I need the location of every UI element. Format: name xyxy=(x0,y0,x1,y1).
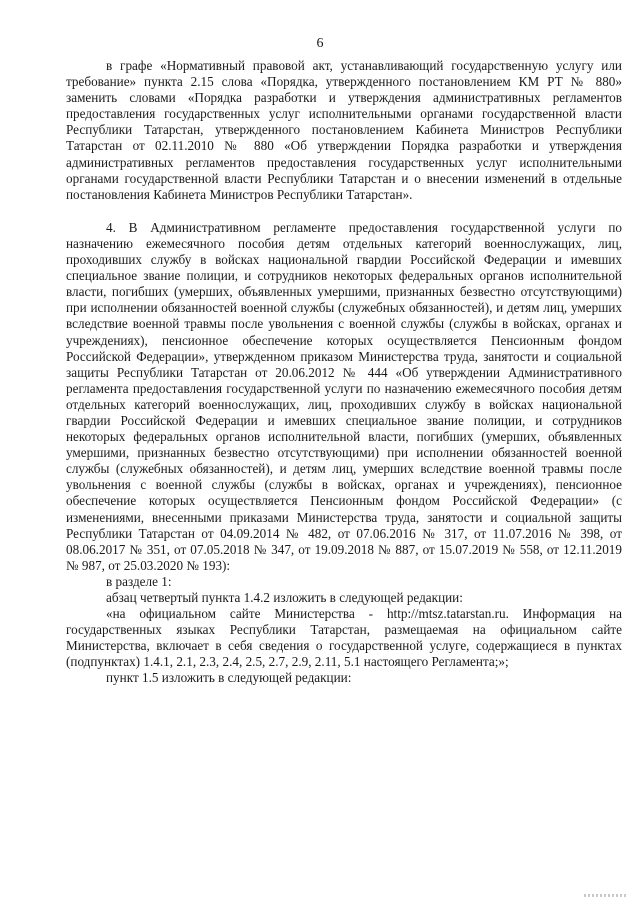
page-number: 6 xyxy=(316,36,324,51)
paragraph-clause-1-5: пункт 1.5 изложить в следующей редакции: xyxy=(106,670,352,686)
document-body xyxy=(66,58,622,687)
paragraph-subclause-1-4-2: абзац четвертый пункта 1.4.2 изложить в следующей редакции: xyxy=(106,590,463,605)
paragraph-section-1: в разделе 1: xyxy=(106,573,172,589)
scan-mark xyxy=(584,894,626,897)
paragraph-quoted-text: «на официальном сайте Министерства - http://mtsz.tatarstan.ru. Информация на государственных языках Республики Татарстан, размещаемая на официальном сайте Министерства, включает в себя сведения о государственной услуге, содержащиеся в пунктах (подпунктах) 1.4.1, 2.1, 2.3, 2.4, 2.5, 2.7, 2.9, 2.11, 5.1 настоящего Регламента;»; xyxy=(66,606,622,670)
paragraph-item-4: 4. В Административном регламенте предоставления государственной услуги по назначению ежемесячного пособия детям отдельных категорий военнослужащих, лиц, проходивших службу в войсках национальной гвардии Российской Федерации и имевших специальное звание полиции, и сотрудников некоторых федеральных органов исполнительной власти, погибших (умерших, объявленных умершими, признанных безвестно отсутствующими) при исполнении обязанностей военной службы (служебных обязанностей), и детям лиц, умерших вследствие военной травмы после увольнения с военной службы (службы в войсках, органах и учреждениях), пенсионное обеспечение которых осуществляется Пенсионным фондом Российской Федерации», утвержденном приказом Министерства труда, занятости и социальной защиты Республики Татарстан от 20.06.2012 № 444 «Об утверждении Административного регламента предоставления государственной услуги по назначению ежемесячного пособия детям отдельных категорий военнослужащих, лиц, проходивших службу в войсках национальной гвардии Российской Федерации и имевших специальное звание полиции, и сотрудников некоторых федеральных органов исполнительной власти, погибших (умерших, объявленных умершими, признанных безвестно отсутствующими) при исполнении обязанностей военной службы (служебных обязанностей), и детям лиц, умерших вследствие военной травмы после увольнения с военной службы (службы в войсках, органах и учреждениях), пенсионное обеспечение которых осуществляется Пенсионным фондом Российской Федерации» (с изменениями, внесенными приказами Министерства труда, занятости и социальной защиты Республики Татарстан от 04.09.2014 № 482, от 07.06.2016 № 317, от 11.07.2016 № 398, от 08.06.2017 № 351, от 07.05.2018 № 347, от 19.09.2018 № 887, от 15.07.2019 № 558, от 12.11.2019 № 987, от 25.03.2020 № 193): xyxy=(66,219,622,573)
paragraph-column-amendment: в графе «Нормативный правовой акт, устанавливающий государственную услугу или требование» пункта 2.15 слова «Порядка, утвержденного постановлением КМ РТ № 880» заменить словами «Порядка разработки и утверждения административных регламентов предоставления государственных услуг исполнительными органами государственной власти Республики Татарстан, утвержденного постановлением Кабинета Министров Республики Татарстан от 02.11.2010 № 880 «Об утверждении Порядка разработки и утверждения административных регламентов предоставления государственных услуг исполнительными органами государственной власти Республики Татарстан и о внесении изменений в отдельные постановления Кабинета Министров Республики Татарстан». xyxy=(66,58,622,202)
